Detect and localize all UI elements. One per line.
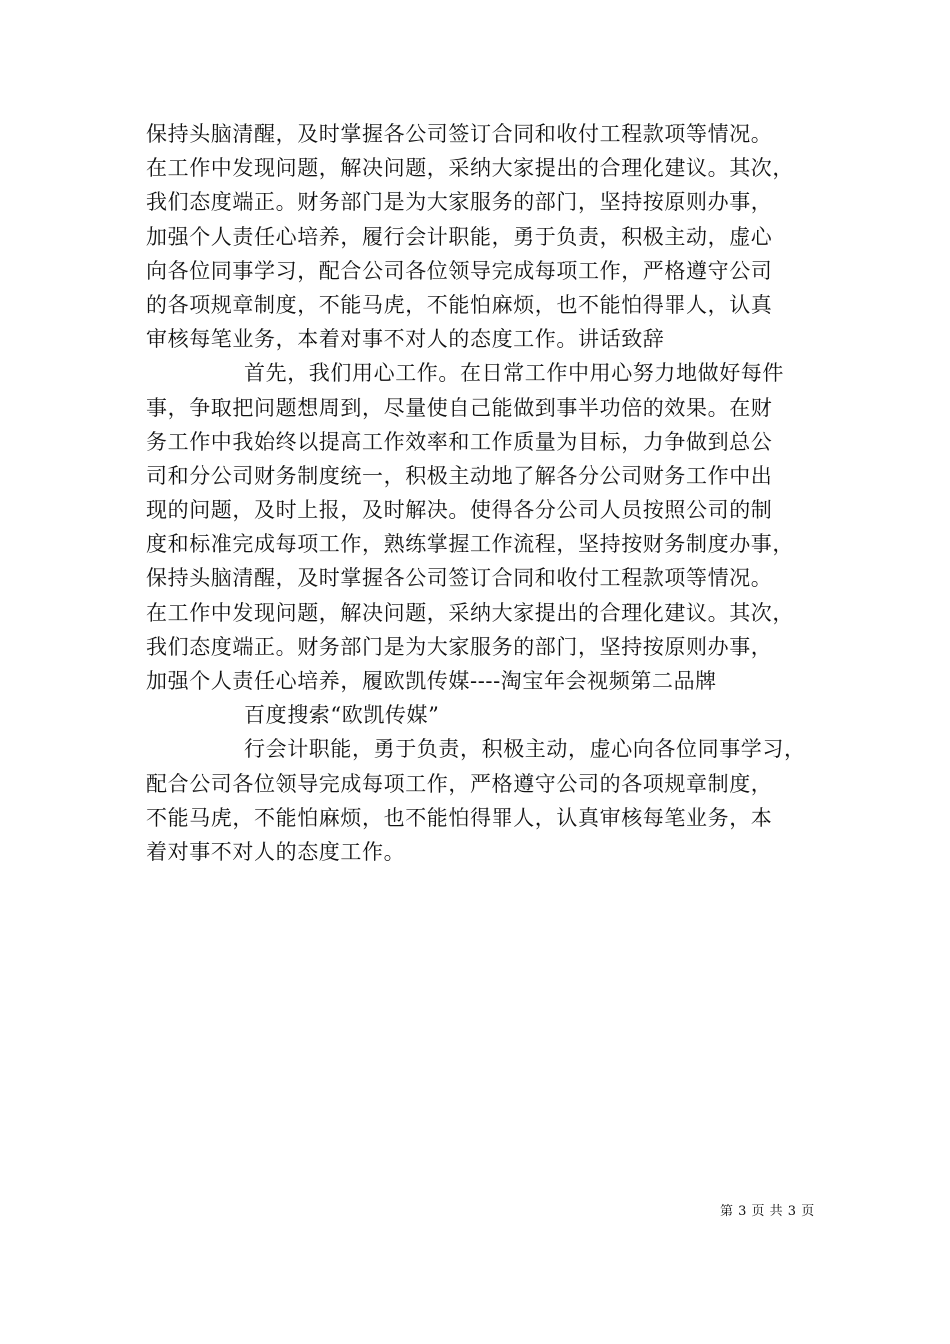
text-line: 保持头脑清醒，及时掌握各公司签订合同和收付工程款项等情况。 <box>146 122 773 146</box>
text-line: 我们态度端正。财务部门是为大家服务的部门，坚持按原则办事， <box>146 634 773 659</box>
paragraph-start-line: 首先，我们用心工作。在日常工作中用心努力地做好每件 <box>244 361 784 386</box>
paragraph-start-line: 行会计职能，勇于负责，积极主动，虚心向各位同事学习， <box>244 737 806 762</box>
text-line: 事，争取把问题想周到，尽量使自己能做到事半功倍的效果。在财 <box>146 395 773 420</box>
text-line: 配合公司各位领导完成每项工作，严格遵守公司的各项规章制度， <box>146 771 773 796</box>
text-line: 的各项规章制度，不能马虎，不能怕麻烦，也不能怕得罪人，认真 <box>146 292 773 317</box>
page-number-footer: 第 3 页 共 3 页 <box>720 1204 815 1219</box>
text-line: 在工作中发现问题，解决问题，采纳大家提出的合理化建议。其次， <box>146 600 794 625</box>
text-line: 加强个人责任心培养，履欧凯传媒----淘宝年会视频第二品牌 <box>146 669 717 693</box>
text-line: 务工作中我始终以提高工作效率和工作质量为目标，力争做到总公 <box>146 429 773 454</box>
text-line: 保持头脑清醒，及时掌握各公司签订合同和收付工程款项等情况。 <box>146 566 773 591</box>
text-line: 司和分公司财务制度统一，积极主动地了解各分公司财务工作中出 <box>146 463 773 488</box>
text-line: 现的问题，及时上报，及时解决。使得各分公司人员按照公司的制 <box>146 498 773 523</box>
text-line: 度和标准完成每项工作，熟练掌握工作流程，坚持按财务制度办事， <box>146 532 794 557</box>
paragraph-start-line: 百度搜索“欧凯传媒” <box>244 703 440 728</box>
document-body <box>146 117 806 869</box>
text-line: 加强个人责任心培养，履行会计职能，勇于负责，积极主动，虚心 <box>146 224 773 249</box>
text-line: 着对事不对人的态度工作。 <box>146 839 406 864</box>
text-line: 向各位同事学习，配合公司各位领导完成每项工作，严格遵守公司 <box>146 258 773 283</box>
text-line: 我们态度端正。财务部门是为大家服务的部门，坚持按原则办事， <box>146 190 773 215</box>
text-line: 审核每笔业务，本着对事不对人的态度工作。讲话致辞 <box>146 327 665 352</box>
text-line: 在工作中发现问题，解决问题，采纳大家提出的合理化建议。其次， <box>146 156 794 181</box>
text-line: 不能马虎，不能怕麻烦，也不能怕得罪人，认真审核每笔业务，本 <box>146 805 773 830</box>
